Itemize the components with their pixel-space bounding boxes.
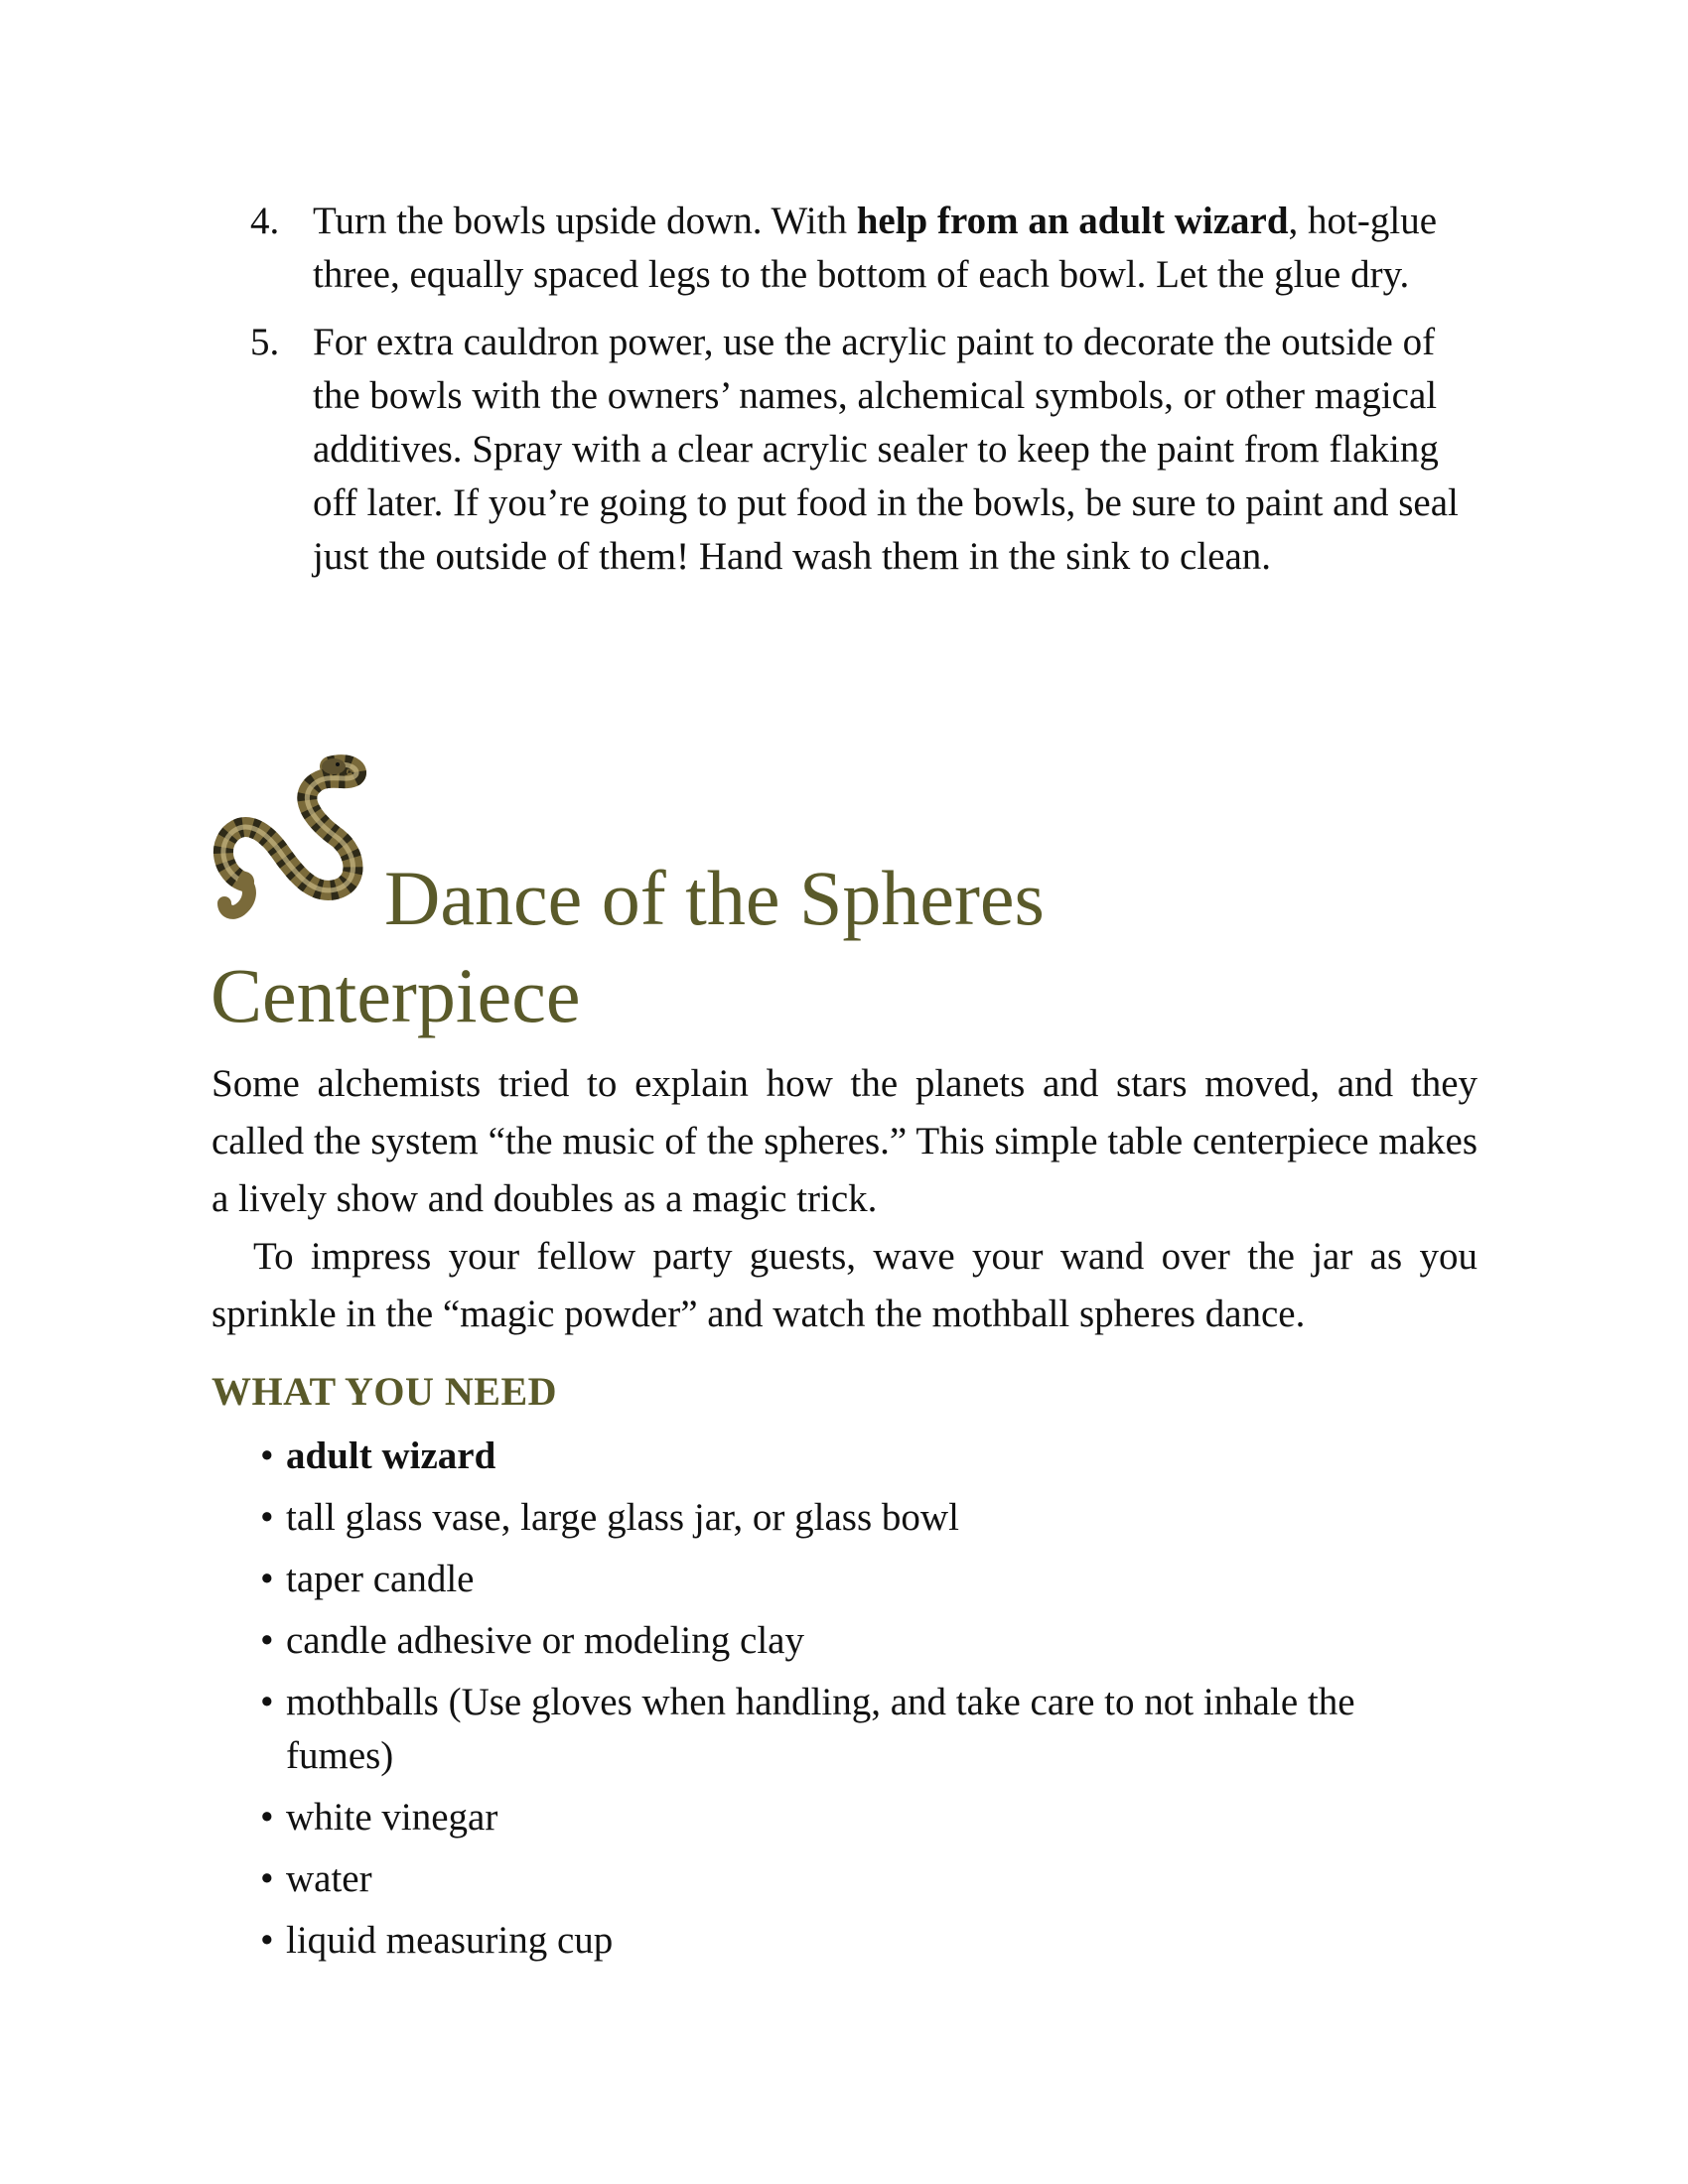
bullet: • [260,1681,274,1723]
intro-text [211,1055,1477,1343]
step-text: For extra cauldron power, use the acrylic paint to decorate the outside of the bowls with the owners’ names, alchemical symbols, or other magical additives. Spray with a clear acrylic sealer to keep the paint from flaking off later. If you’re going to put food in the bowls, be sure to paint and seal just the outside of them! Hand wash them in the sink to clean. [313,321,1459,578]
snake-icon [211,754,369,928]
bullet: • [260,1496,274,1539]
bullet: • [260,1919,274,1962]
list-item [260,1676,1472,1783]
step-text [313,200,1437,296]
step-5 [248,316,1479,584]
step-text-part: Turn the bowls upside down. With [313,200,857,242]
step-text-part: , hot-glue three, equally spaced legs to the bottom of each bowl. Let the glue dry. [313,200,1437,296]
list-item-label: liquid measuring cup [286,1919,614,1962]
list-item-label: adult wizard [286,1434,496,1477]
list-item-label: mothballs (Use gloves when handling, and take care to not inhale the fumes) [286,1681,1355,1777]
bullet: • [260,1619,274,1662]
bullet: • [260,1434,274,1477]
list-item [260,1491,1472,1545]
bullet: • [260,1857,274,1900]
step-number: 5. [250,321,280,363]
list-item [260,1914,1472,1968]
list-item-label: tall glass vase, large glass jar, or glass bowl [286,1496,959,1539]
list-item-label: candle adhesive or modeling clay [286,1619,804,1662]
supplies-list [260,1430,1472,1976]
list-item [260,1553,1472,1606]
intro-paragraph: To impress your fellow party guests, wave your wand over the jar as you sprinkle in the “magic powder” and watch the mothball spheres dance. [211,1235,1477,1335]
list-item [260,1614,1472,1668]
list-item-label: water [286,1857,372,1900]
list-item [260,1852,1472,1906]
list-item [260,1791,1472,1844]
section-title-continued: Centerpiece [211,952,581,1038]
step-4 [248,195,1479,302]
bullet: • [260,1558,274,1600]
section-title: Dance of the Spheres [384,855,1045,941]
what-you-need-heading: WHAT YOU NEED [211,1369,558,1414]
instruction-steps [248,195,1479,598]
list-item-label: taper candle [286,1558,475,1600]
step-text-bold: help from an adult wizard [856,200,1289,242]
step-number: 4. [250,200,280,242]
list-item [260,1430,1472,1483]
intro-paragraph: Some alchemists tried to explain how the planets and stars moved, and they called the system “the music of the spheres.” This simple table centerpiece makes a lively show and doubles as a magic trick. [211,1062,1477,1220]
list-item-label: white vinegar [286,1796,498,1839]
bullet: • [260,1796,274,1839]
